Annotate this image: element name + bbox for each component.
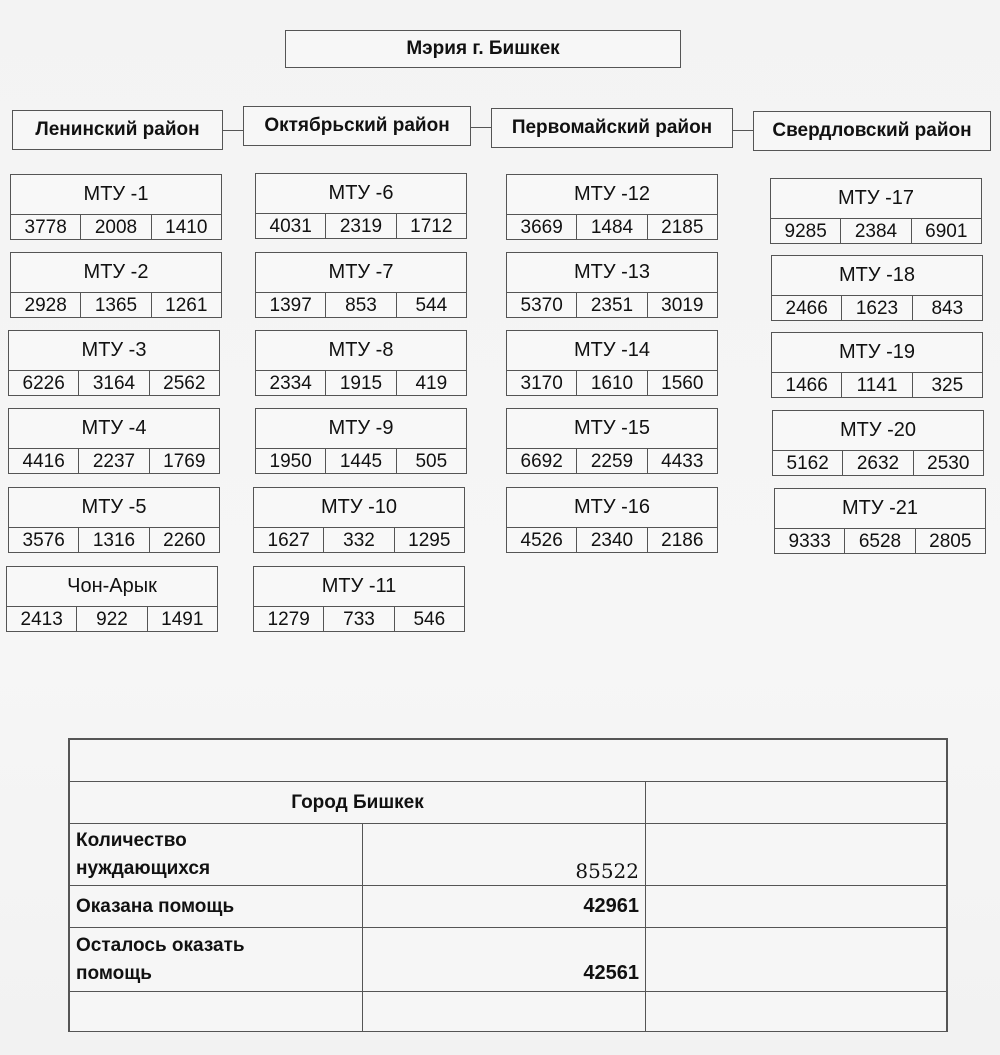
district-header-pervomaysky: Первомайский район	[491, 108, 733, 148]
unit-value: 4433	[661, 450, 704, 472]
unit-value: 1279	[254, 607, 324, 632]
district-connector	[471, 127, 491, 128]
summary-value-helped: 42961	[363, 886, 646, 928]
unit-value: 2185	[661, 216, 704, 238]
summary-empty-cell	[646, 992, 947, 1032]
summary-label-line: нуждающихся	[76, 857, 211, 879]
unit-value: 3669	[507, 215, 577, 240]
unit-name: МТУ -20	[773, 411, 983, 451]
summary-label-helped: Оказана помощь	[70, 886, 363, 928]
unit-value: 1915	[326, 371, 396, 396]
unit-value: 2384	[841, 219, 911, 244]
unit-value: 4031	[256, 214, 326, 239]
unit-value: 1316	[79, 528, 149, 553]
unit-card	[771, 255, 983, 321]
unit-name: МТУ -14	[507, 331, 717, 371]
unit-card	[255, 408, 467, 474]
unit-value: 1560	[661, 372, 704, 394]
district-header-oktyabrsky: Октябрьский район	[243, 106, 471, 146]
unit-value: 1397	[256, 293, 326, 318]
unit-value: 1712	[410, 215, 453, 237]
unit-name: МТУ -11	[254, 567, 464, 607]
unit-value: 853	[326, 293, 396, 318]
unit-card	[10, 174, 222, 240]
district-connector	[223, 130, 243, 131]
unit-value: 1261	[165, 294, 208, 316]
unit-value: 2186	[661, 529, 704, 551]
unit-value: 843	[931, 297, 964, 319]
unit-value: 6528	[845, 529, 915, 554]
unit-card	[770, 178, 982, 244]
unit-card	[506, 330, 718, 396]
unit-value: 5370	[507, 293, 577, 318]
summary-value-remaining: 42561	[363, 928, 646, 992]
unit-card	[255, 252, 467, 318]
unit-value: 2530	[927, 452, 970, 474]
district-connector	[733, 130, 753, 131]
unit-name: МТУ -2	[11, 253, 221, 293]
summary-empty-cell	[646, 782, 947, 824]
unit-value: 6226	[9, 371, 79, 396]
unit-name: МТУ -5	[9, 488, 219, 528]
summary-empty-cell	[363, 992, 646, 1032]
unit-value: 9285	[771, 219, 841, 244]
unit-card	[506, 408, 718, 474]
unit-name: МТУ -8	[256, 331, 466, 371]
unit-value: 1950	[256, 449, 326, 474]
unit-value: 3170	[507, 371, 577, 396]
unit-value: 2340	[577, 528, 647, 553]
unit-value: 1484	[577, 215, 647, 240]
summary-label-remaining	[70, 928, 363, 992]
unit-name: МТУ -10	[254, 488, 464, 528]
unit-name: МТУ -19	[772, 333, 982, 373]
unit-card	[771, 332, 983, 398]
unit-value: 1295	[408, 529, 451, 551]
summary-empty-row	[70, 740, 947, 782]
district-header-leninsky: Ленинский район	[12, 110, 223, 150]
unit-value: 3778	[11, 215, 81, 240]
unit-value: 2237	[79, 449, 149, 474]
unit-value: 4526	[507, 528, 577, 553]
summary-label-needy	[70, 824, 363, 886]
unit-value: 2259	[577, 449, 647, 474]
unit-name: МТУ -18	[772, 256, 982, 296]
summary-empty-cell	[646, 886, 947, 928]
unit-card	[774, 488, 986, 554]
unit-value: 419	[415, 372, 448, 394]
unit-value: 2319	[326, 214, 396, 239]
unit-value: 325	[931, 374, 964, 396]
unit-name: МТУ -15	[507, 409, 717, 449]
unit-value: 3019	[661, 294, 704, 316]
unit-value: 505	[415, 450, 448, 472]
unit-value: 1466	[772, 373, 842, 398]
unit-value: 2562	[163, 372, 206, 394]
unit-name: МТУ -7	[256, 253, 466, 293]
unit-value: 2466	[772, 296, 842, 321]
unit-value: 1445	[326, 449, 396, 474]
summary-empty-cell	[646, 824, 947, 886]
unit-value: 544	[415, 294, 448, 316]
unit-value: 5162	[773, 451, 843, 476]
summary-empty-cell	[70, 992, 363, 1032]
unit-value: 6692	[507, 449, 577, 474]
unit-value: 1365	[81, 293, 151, 318]
unit-card	[253, 487, 465, 553]
unit-value: 9333	[775, 529, 845, 554]
unit-name: МТУ -21	[775, 489, 985, 529]
unit-value: 546	[413, 608, 446, 630]
district-header-sverdlovsky: Свердловский район	[753, 111, 991, 151]
unit-value: 6901	[925, 220, 968, 242]
unit-card	[8, 330, 220, 396]
unit-card	[8, 487, 220, 553]
unit-card	[255, 330, 467, 396]
unit-name: МТУ -13	[507, 253, 717, 293]
unit-value: 2008	[81, 215, 151, 240]
unit-card	[506, 252, 718, 318]
unit-card	[10, 252, 222, 318]
unit-value: 1141	[842, 373, 912, 398]
unit-name: МТУ -9	[256, 409, 466, 449]
unit-value: 2351	[577, 293, 647, 318]
unit-card	[255, 173, 467, 239]
unit-name: МТУ -12	[507, 175, 717, 215]
unit-value: 4416	[9, 449, 79, 474]
page-title: Мэрия г. Бишкек	[285, 30, 681, 68]
unit-value: 2632	[843, 451, 913, 476]
unit-value: 332	[324, 528, 394, 553]
unit-card	[772, 410, 984, 476]
unit-value: 1769	[163, 450, 206, 472]
unit-card	[6, 566, 218, 632]
unit-card	[8, 408, 220, 474]
unit-name: Чон-Арык	[7, 567, 217, 607]
unit-name: МТУ -16	[507, 488, 717, 528]
unit-value: 2928	[11, 293, 81, 318]
unit-value: 1610	[577, 371, 647, 396]
unit-value: 3164	[79, 371, 149, 396]
unit-value: 733	[324, 607, 394, 632]
unit-value: 1410	[165, 216, 208, 238]
unit-value: 1623	[842, 296, 912, 321]
summary-city-title: Город Бишкек	[70, 782, 646, 824]
unit-value: 922	[77, 607, 147, 632]
unit-value: 2334	[256, 371, 326, 396]
unit-name: МТУ -6	[256, 174, 466, 214]
unit-name: МТУ -17	[771, 179, 981, 219]
unit-name: МТУ -3	[9, 331, 219, 371]
summary-table	[68, 738, 948, 1032]
unit-card	[506, 487, 718, 553]
unit-value: 1491	[161, 608, 204, 630]
summary-empty-cell	[646, 928, 947, 992]
unit-name: МТУ -4	[9, 409, 219, 449]
summary-label-line: Осталось оказать	[76, 934, 245, 956]
summary-label-line: Количество	[76, 829, 187, 851]
unit-value: 1627	[254, 528, 324, 553]
unit-value: 2413	[7, 607, 77, 632]
unit-value: 2805	[929, 530, 972, 552]
unit-name: МТУ -1	[11, 175, 221, 215]
unit-value: 3576	[9, 528, 79, 553]
summary-value-needy: 85522	[363, 824, 646, 886]
unit-value: 2260	[163, 529, 206, 551]
summary-label-line: помощь	[76, 962, 152, 984]
unit-card	[506, 174, 718, 240]
unit-card	[253, 566, 465, 632]
